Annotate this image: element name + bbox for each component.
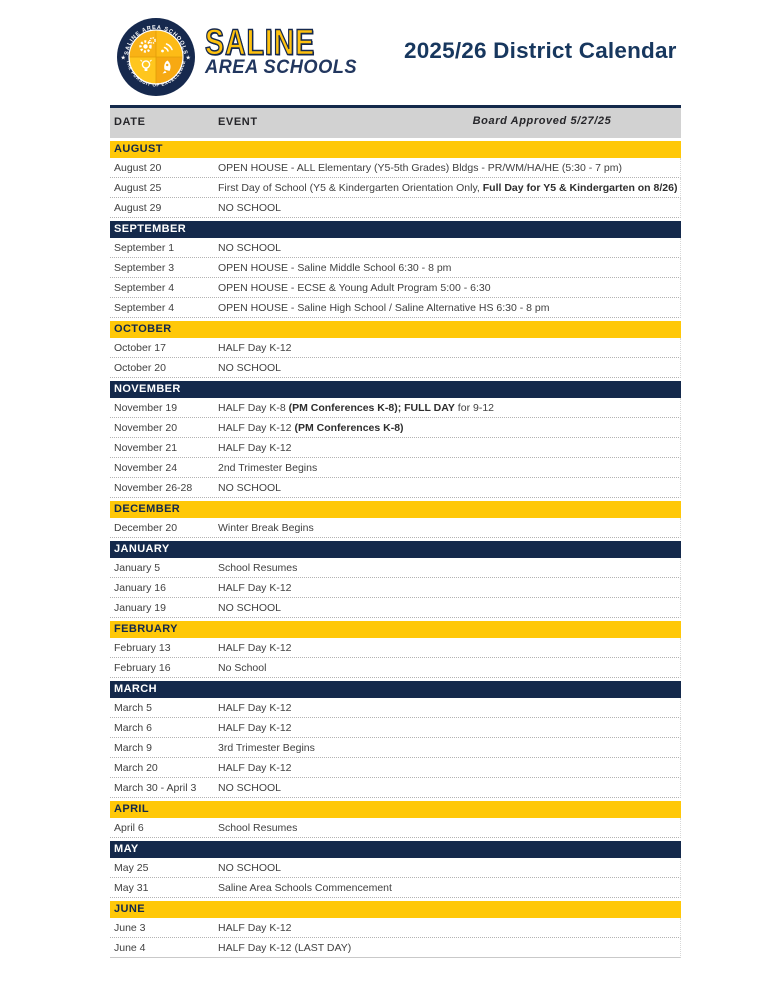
event-text: HALF Day K-12 (LAST DAY) <box>218 941 352 954</box>
month-name: AUGUST <box>114 143 163 155</box>
month-name: JUNE <box>114 903 145 915</box>
star-icon: ★ <box>185 55 191 62</box>
month-header <box>110 381 681 398</box>
event-date: August 25 <box>114 181 162 194</box>
event-text: Saline Area Schools Commencement <box>218 881 392 894</box>
badge-bottom-text: THE PURSUIT OF EXCELLENCE <box>125 59 187 88</box>
event-text: HALF Day K-8 (PM Conferences K-8); FULL DAY for 9-12 <box>218 401 494 414</box>
calendar-row <box>110 598 681 618</box>
calendar-row <box>110 278 681 298</box>
event-text: NO SCHOOL <box>218 601 282 614</box>
month-rows <box>110 158 681 218</box>
event-date: October 20 <box>114 361 166 374</box>
event-date: September 4 <box>114 301 175 314</box>
event-date: December 20 <box>114 521 178 534</box>
event-date: January 5 <box>114 561 161 574</box>
month-name: APRIL <box>114 803 149 815</box>
month-rows <box>110 238 681 318</box>
month-name: MARCH <box>114 683 157 695</box>
star-icon: ★ <box>120 55 126 62</box>
event-text: First Day of School (Y5 & Kindergarten Orientation Only, Full Day for Y5 & Kindergarten on 8/26) <box>218 181 678 194</box>
event-text: HALF Day K-12 <box>218 721 292 734</box>
month-section <box>110 381 681 498</box>
wordmark-saline: SALINE <box>205 21 316 63</box>
calendar-row <box>110 238 681 258</box>
calendar-row <box>110 718 681 738</box>
event-text: School Resumes <box>218 561 298 574</box>
event-text: OPEN HOUSE - Saline High School / Saline Alternative HS 6:30 - 8 pm <box>218 301 550 314</box>
calendar-row <box>110 578 681 598</box>
month-section <box>110 501 681 538</box>
calendar-row <box>110 638 681 658</box>
month-section <box>110 541 681 618</box>
badge-top-text: SALINE AREA SCHOOLS <box>124 24 188 56</box>
month-rows <box>110 918 681 958</box>
event-text: HALF Day K-12 <box>218 641 292 654</box>
event-text: NO SCHOOL <box>218 201 282 214</box>
event-date: November 21 <box>114 441 178 454</box>
calendar-row <box>110 358 681 378</box>
event-text: HALF Day K-12 <box>218 701 292 714</box>
event-text: OPEN HOUSE - ECSE & Young Adult Program 5:00 - 6:30 <box>218 281 491 294</box>
event-date: June 4 <box>114 941 146 954</box>
column-header-event: EVENT <box>218 116 258 128</box>
event-text: NO SCHOOL <box>218 861 282 874</box>
calendar-row <box>110 258 681 278</box>
event-text: HALF Day K-12 <box>218 581 292 594</box>
page-header <box>0 0 768 108</box>
month-rows <box>110 398 681 498</box>
calendar-months <box>110 141 681 958</box>
calendar-row <box>110 198 681 218</box>
event-date: March 30 - April 3 <box>114 781 197 794</box>
calendar-row <box>110 478 681 498</box>
wordmark-area-schools: AREA SCHOOLS <box>205 57 358 78</box>
month-rows <box>110 518 681 538</box>
event-text: HALF Day K-12 <box>218 341 292 354</box>
event-text: HALF Day K-12 <box>218 761 292 774</box>
event-date: October 17 <box>114 341 166 354</box>
page-title: 2025/26 District Calendar <box>404 38 677 63</box>
event-text: OPEN HOUSE - ALL Elementary (Y5-5th Grades) Bldgs - PR/WM/HA/HE (5:30 - 7 pm) <box>218 161 622 174</box>
event-text: HALF Day K-12 <box>218 921 292 934</box>
month-section <box>110 901 681 958</box>
calendar-row <box>110 458 681 478</box>
event-text: School Resumes <box>218 821 298 834</box>
event-date: January 19 <box>114 601 166 614</box>
month-rows <box>110 638 681 678</box>
month-header <box>110 681 681 698</box>
month-name: SEPTEMBER <box>114 223 187 235</box>
event-date: August 29 <box>114 201 162 214</box>
month-header <box>110 221 681 238</box>
board-approved-note: Board Approved 5/27/25 <box>472 115 612 127</box>
calendar-row <box>110 918 681 938</box>
month-name: OCTOBER <box>114 323 172 335</box>
month-rows <box>110 698 681 798</box>
month-section <box>110 141 681 218</box>
event-text: NO SCHOOL <box>218 781 282 794</box>
event-date: February 13 <box>114 641 171 654</box>
event-text: NO SCHOOL <box>218 481 282 494</box>
month-header <box>110 541 681 558</box>
month-name: JANUARY <box>114 543 170 555</box>
month-rows <box>110 558 681 618</box>
event-date: March 6 <box>114 721 152 734</box>
calendar-row <box>110 418 681 438</box>
calendar-row <box>110 878 681 898</box>
event-text: HALF Day K-12 (PM Conferences K-8) <box>218 421 404 434</box>
event-date: January 16 <box>114 581 166 594</box>
event-date: February 16 <box>114 661 171 674</box>
district-logo-badge <box>116 17 196 97</box>
month-header <box>110 141 681 158</box>
calendar-table <box>110 105 681 958</box>
column-header-date: DATE <box>114 116 146 128</box>
calendar-row <box>110 778 681 798</box>
calendar-row <box>110 818 681 838</box>
calendar-row <box>110 938 681 958</box>
calendar-row <box>110 158 681 178</box>
district-logo <box>116 17 363 97</box>
month-header <box>110 501 681 518</box>
event-date: September 1 <box>114 241 175 254</box>
month-name: NOVEMBER <box>114 383 181 395</box>
event-date: September 3 <box>114 261 175 274</box>
month-section <box>110 681 681 798</box>
calendar-row <box>110 858 681 878</box>
month-rows <box>110 338 681 378</box>
month-header <box>110 801 681 818</box>
event-date: November 19 <box>114 401 178 414</box>
event-text: NO SCHOOL <box>218 361 282 374</box>
calendar-row <box>110 178 681 198</box>
month-rows <box>110 818 681 838</box>
event-date: May 25 <box>114 861 149 874</box>
table-header-row <box>110 108 681 138</box>
calendar-row <box>110 398 681 418</box>
month-rows <box>110 858 681 898</box>
month-section <box>110 801 681 838</box>
event-text: 3rd Trimester Begins <box>218 741 315 754</box>
month-name: DECEMBER <box>114 503 181 515</box>
event-text: HALF Day K-12 <box>218 441 292 454</box>
event-date: March 5 <box>114 701 152 714</box>
event-date: April 6 <box>114 821 144 834</box>
month-header <box>110 621 681 638</box>
calendar-row <box>110 738 681 758</box>
month-name: MAY <box>114 843 139 855</box>
calendar-row <box>110 698 681 718</box>
event-text: No School <box>218 661 267 674</box>
month-name: FEBRUARY <box>114 623 178 635</box>
event-text: NO SCHOOL <box>218 241 282 254</box>
calendar-row <box>110 658 681 678</box>
month-section <box>110 841 681 898</box>
month-section <box>110 321 681 378</box>
calendar-row <box>110 298 681 318</box>
calendar-row <box>110 758 681 778</box>
month-header <box>110 841 681 858</box>
event-date: March 9 <box>114 741 152 754</box>
event-date: November 20 <box>114 421 178 434</box>
month-section <box>110 221 681 318</box>
event-date: November 24 <box>114 461 178 474</box>
calendar-row <box>110 338 681 358</box>
month-header <box>110 321 681 338</box>
event-text: Winter Break Begins <box>218 521 314 534</box>
calendar-row <box>110 518 681 538</box>
event-date: November 26-28 <box>114 481 193 494</box>
event-date: March 20 <box>114 761 158 774</box>
district-wordmark <box>205 21 363 79</box>
event-date: August 20 <box>114 161 162 174</box>
event-date: May 31 <box>114 881 149 894</box>
calendar-row <box>110 558 681 578</box>
event-text: 2nd Trimester Begins <box>218 461 318 474</box>
event-date: June 3 <box>114 921 146 934</box>
event-date: September 4 <box>114 281 175 294</box>
month-section <box>110 621 681 678</box>
event-text: OPEN HOUSE - Saline Middle School 6:30 - 8 pm <box>218 261 452 274</box>
calendar-row <box>110 438 681 458</box>
month-header <box>110 901 681 918</box>
